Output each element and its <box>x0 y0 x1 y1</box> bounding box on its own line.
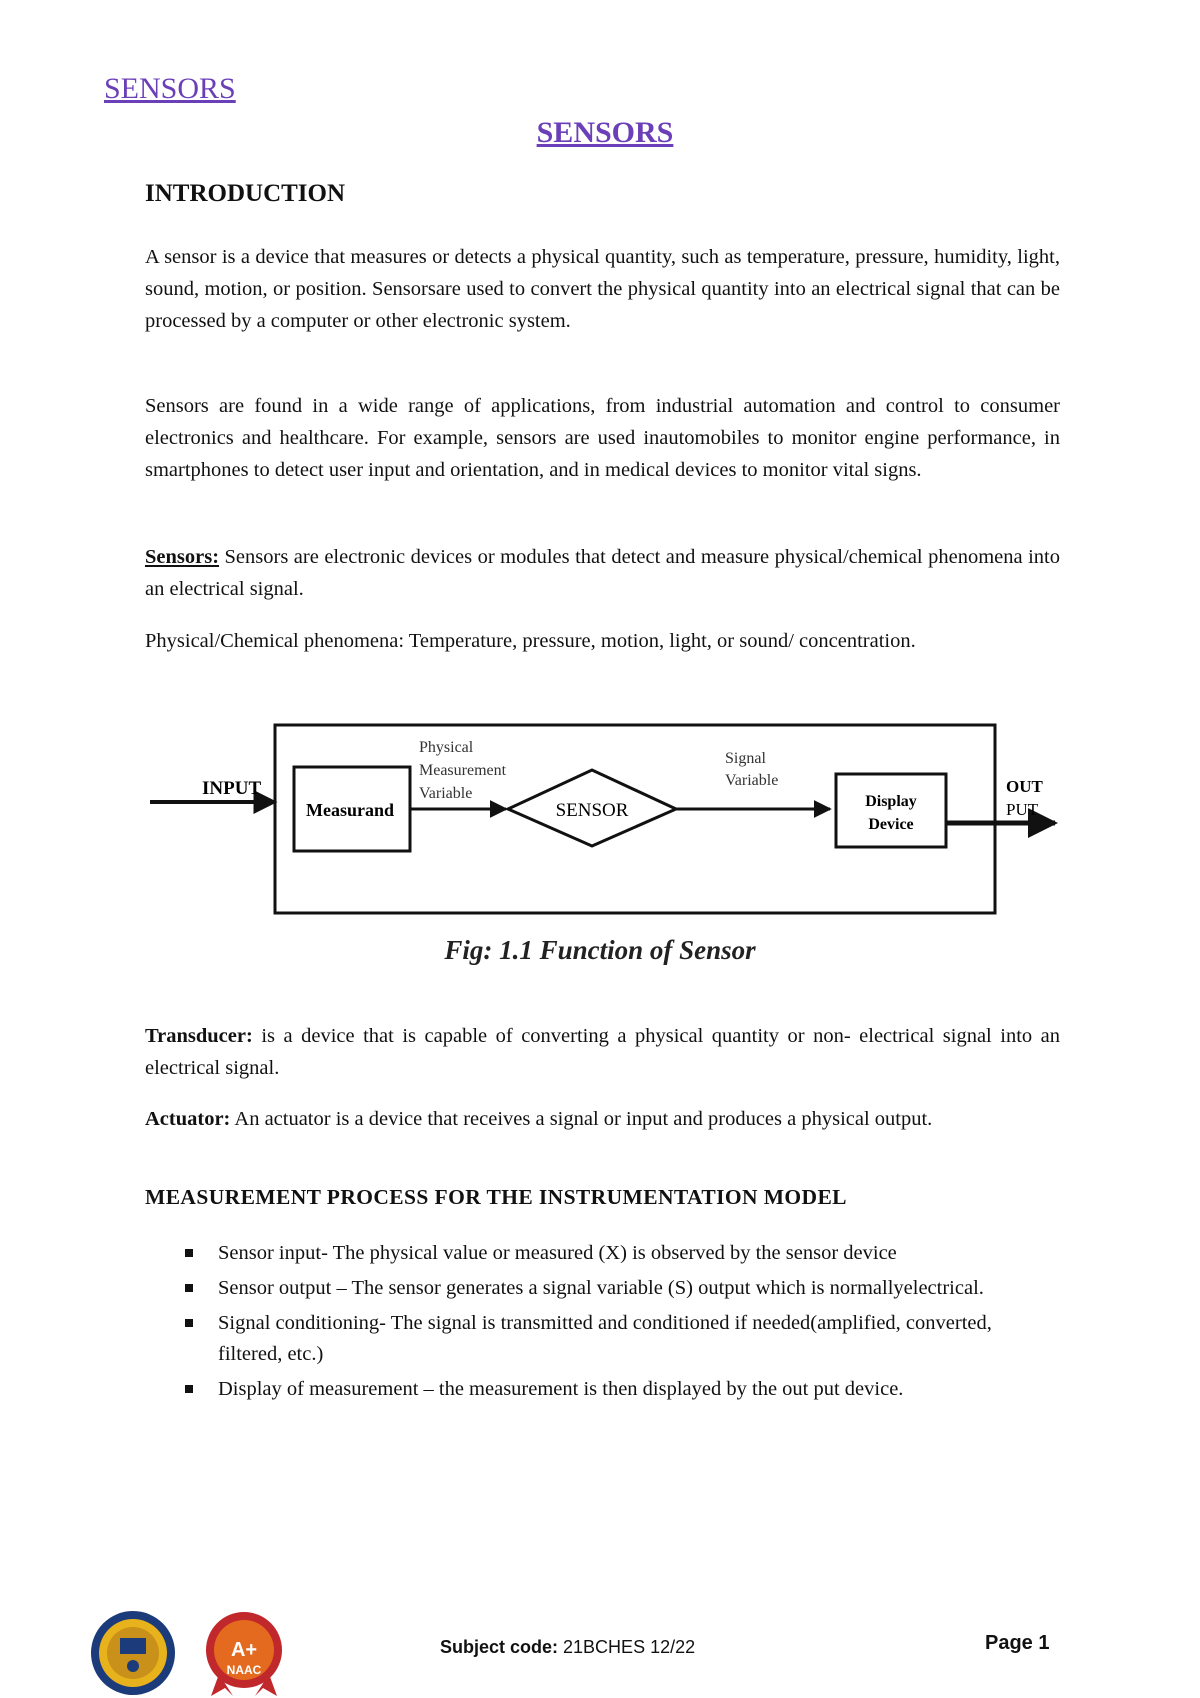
naac-badge-logo <box>203 1608 285 1698</box>
naac-text: NAAC <box>226 1663 262 1677</box>
output-label-line2: PUT <box>1006 800 1039 819</box>
transducer-term: Transducer: <box>145 1025 253 1047</box>
list-item: Sensor output – The sensor generates a signal variable (S) output which is normallyelectrical. <box>145 1273 1135 1304</box>
subject-code-label: Subject code: <box>440 1637 559 1657</box>
subject-code-value: 21BCHES 12/22 <box>558 1637 696 1657</box>
pmv-label-line3: Variable <box>419 785 473 802</box>
transducer-definition-text: is a device that is capable of converting a physical quantity or non- electrical signal into an electrical signal. <box>145 1025 1060 1079</box>
intro-paragraph-1: A sensor is a device that measures or detects a physical quantity, such as temperature, pressure, humidity, light, sound, motion, or position. Sensorsare used to convert the physical quantity into an electrical signal that can be processed by a computer or other electronic system. <box>145 246 1060 332</box>
sensors-term: Sensors: <box>145 546 220 568</box>
intro-heading: INTRODUCTION <box>145 180 346 207</box>
bullet-square-icon <box>185 1249 193 1257</box>
measurand-label: Measurand <box>306 800 395 820</box>
output-label-line1: OUT <box>1006 777 1043 796</box>
signal-label-line1: Signal <box>725 750 766 767</box>
actuator-definition-text: An actuator is a device that receives a signal or input and produces a physical output. <box>230 1108 933 1130</box>
list-item: Signal conditioning- The signal is transmitted and conditioned if needed(amplified, converted, filtered, etc.) <box>145 1308 1135 1370</box>
input-label: INPUT <box>202 778 262 799</box>
list-item: Display of measurement – the measurement is then displayed by the out put device. <box>145 1374 1135 1405</box>
page-title: SENSORS <box>536 116 674 149</box>
transducer-definition <box>145 1020 1060 1084</box>
pmv-label-line2: Measurement <box>419 762 507 779</box>
naac-grade: A+ <box>230 1639 258 1661</box>
pmv-label-line1: Physical <box>419 739 474 756</box>
header-link-sensors[interactable]: SENSORS <box>104 72 236 105</box>
bullet-square-icon <box>185 1319 193 1327</box>
measurement-process-heading: MEASUREMENT PROCESS FOR THE INSTRUMENTATION MODEL <box>145 1185 847 1209</box>
college-seal-logo <box>88 1608 178 1698</box>
list-item: Sensor input- The physical value or measured (X) is observed by the sensor device <box>145 1238 1135 1269</box>
sensors-definition-text: Sensors are electronic devices or modules that detect and measure physical/chemical phenomena into an electrical signal. <box>145 546 1060 600</box>
intro-paragraph-2: Sensors are found in a wide range of applications, from industrial automation and control to consumer electronics and healthcare. For example, sensors are used inautomobiles to monitor engine performance, in smartphones to detect user input and orientation, and in medical devices to monitor vital signs. <box>145 395 1060 481</box>
display-label-line1: Display <box>865 793 917 810</box>
bullet-square-icon <box>185 1284 193 1292</box>
phenomena-paragraph: Physical/Chemical phenomena: Temperature, pressure, motion, light, or sound/ concentration. <box>145 630 916 652</box>
sensor-label: SENSOR <box>555 800 629 821</box>
display-label-line2: Device <box>868 816 914 833</box>
subject-code <box>440 1637 695 1658</box>
actuator-definition <box>145 1103 1060 1135</box>
display-device-box <box>836 774 946 847</box>
page-number: Page 1 <box>985 1632 1050 1654</box>
signal-label-line2: Variable <box>725 772 779 789</box>
figure-caption: Fig: 1.1 Function of Sensor <box>444 935 756 965</box>
measurement-process-list <box>145 1238 1135 1409</box>
bullet-square-icon <box>185 1385 193 1393</box>
actuator-term: Actuator: <box>145 1108 231 1130</box>
